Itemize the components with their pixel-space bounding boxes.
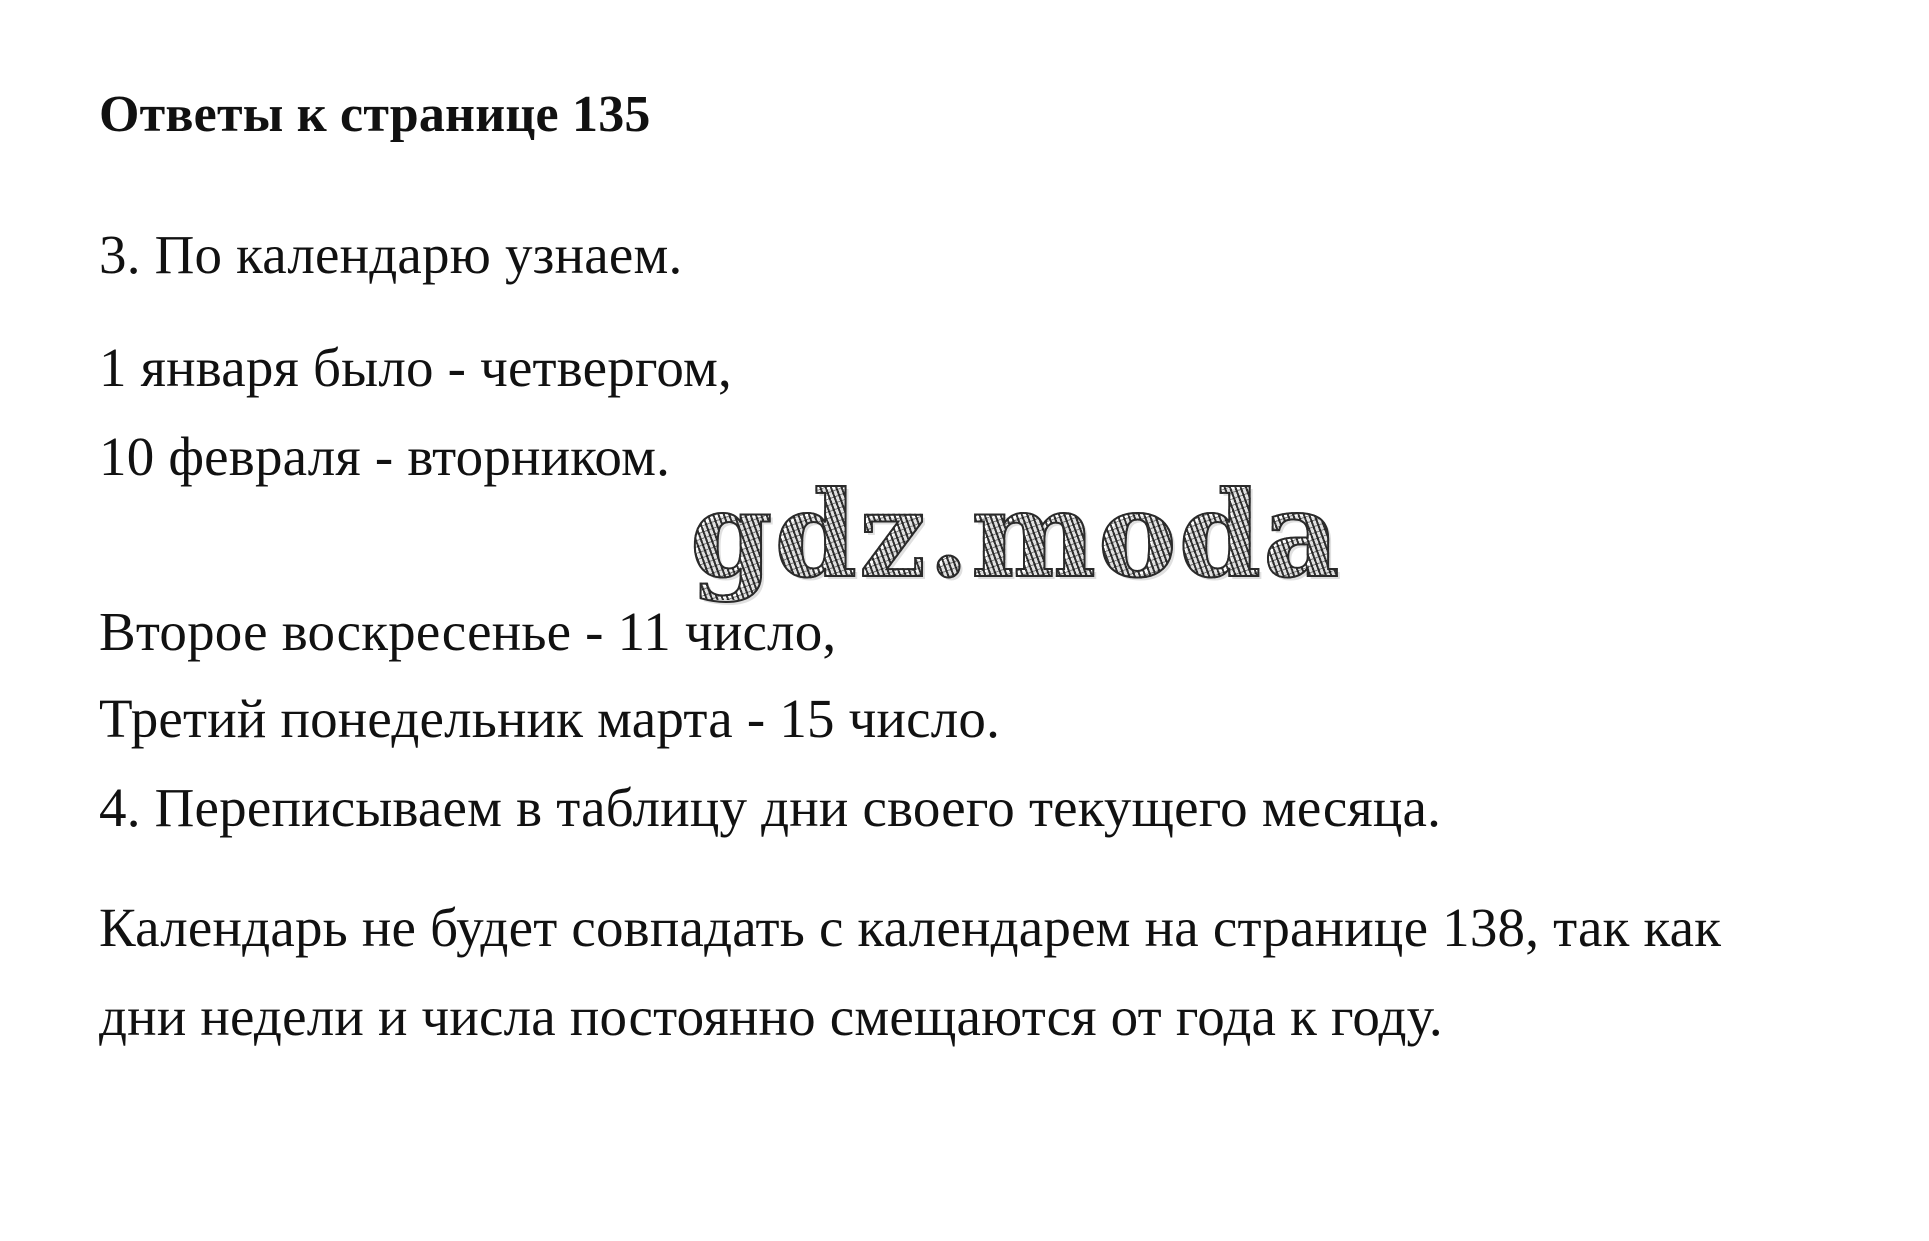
task4-line-1: Календарь не будет совпадать с календарем на странице 138, так как bbox=[99, 897, 1722, 958]
task3-line-4: Третий понедельник марта - 15 число. bbox=[99, 688, 1001, 749]
task3-line-1: 1 января было - четвергом, bbox=[99, 337, 732, 398]
task4-line-2: дни недели и числа постоянно смещаются от года к году. bbox=[99, 986, 1443, 1047]
task3-line-2: 10 февраля - вторником. bbox=[99, 426, 671, 487]
task3-intro: 3. По календарю узнаем. bbox=[99, 224, 683, 285]
watermark-logo: gdz.moda bbox=[690, 465, 1342, 604]
task3-line-3: Второе воскресенье - 11 число, bbox=[99, 601, 837, 662]
page-heading: Ответы к странице 135 bbox=[99, 86, 651, 143]
task4-intro: 4. Переписываем в таблицу дни своего текущего месяца. bbox=[99, 777, 1442, 838]
